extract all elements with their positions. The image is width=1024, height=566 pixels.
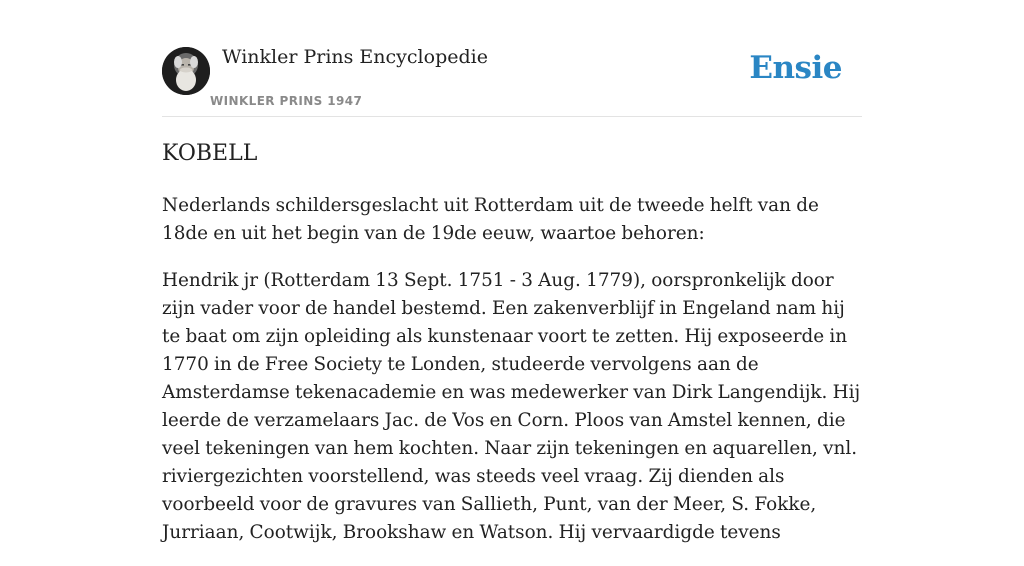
source-title[interactable]: Winkler Prins Encyclopedie	[222, 46, 488, 68]
article-paragraph-intro: Nederlands schildersgeslacht uit Rotterdam uit de tweede helft van de 18de en uit het begin van de 19de eeuw, waartoe behoren:	[162, 195, 819, 244]
article-page	[162, 0, 862, 543]
article-body	[162, 192, 862, 566]
ensie-logo[interactable]: Ensie	[749, 50, 842, 86]
source-header	[162, 0, 862, 117]
source-subtitle[interactable]: WINKLER PRINS 1947	[210, 94, 363, 108]
bearded-man-portrait-icon	[162, 47, 210, 95]
article-paragraph-hendrik: Hendrik jr (Rotterdam 13 Sept. 1751 - 3 Aug. 1779), oorspronkelijk door zijn vader voor de handel bestemd. Een zakenverblijf in Engeland nam hij te baat om zijn opleiding als kunstenaar voort te zetten. Hij exposeerde in 1770 in de Free Society te Londen, studeerde vervolgens aan de Amsterdamse tekenacademie en was medewerker van Dirk Langendijk. Hij leerde de verzamelaars Jac. de Vos en Corn. Ploos van Amstel kennen, die veel tekeningen van hem kochten. Naar zijn tekeningen en aquarellen, vnl. riviergezichten voorstellend, was steeds veel vraag. Zij dienden als voorbeeld voor de gravures van Sallieth, Punt, van der Meer, S. Fokke, Jurriaan, Cootwijk, Brookshaw en Watson. Hij vervaardigde tevens	[162, 270, 861, 543]
article-title: KOBELL	[162, 141, 258, 166]
avatar[interactable]	[162, 47, 210, 95]
